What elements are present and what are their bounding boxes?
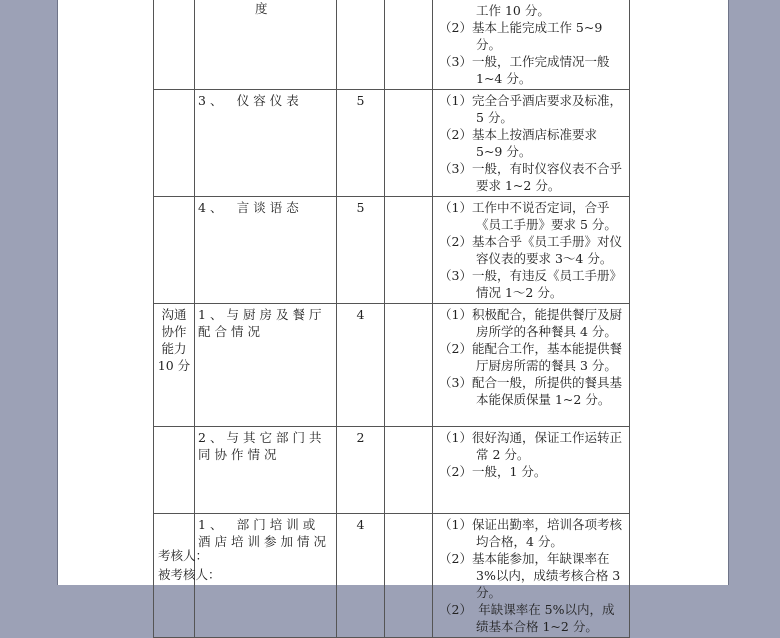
table-row	[154, 304, 630, 427]
criteria-item: （3）配合一般，所提供的餐具基本能保质保量 1~2 分。	[439, 375, 622, 407]
score-cell: 4	[337, 304, 385, 427]
actual-score-cell	[385, 427, 433, 514]
category-cell	[154, 427, 195, 514]
criteria-cell	[433, 427, 630, 514]
criteria-item: （1）积极配合，能提供餐厅及厨房所学的各种餐具 4 分。	[439, 307, 622, 339]
evaluation-table	[153, 0, 630, 638]
actual-score-cell	[385, 304, 433, 427]
criteria-item: （2）一般，1 分。	[439, 464, 547, 479]
score-cell: 5	[337, 90, 385, 197]
criteria-cell	[433, 90, 630, 197]
table-row	[154, 90, 630, 197]
score-cell	[337, 0, 385, 90]
criteria-cell	[433, 304, 630, 427]
category-cell	[154, 197, 195, 304]
criteria-item: （2）基本上能完成工作 5~9 分。	[439, 20, 603, 52]
score-cell: 2	[337, 427, 385, 514]
category-cell: 沟通协作能力10 分	[154, 304, 195, 427]
criteria-item: （2）基本合乎《员工手册》对仪容仪表的要求 3～4 分。	[439, 234, 622, 266]
category-cell	[154, 90, 195, 197]
actual-score-cell	[385, 197, 433, 304]
document-page	[57, 0, 729, 634]
category-cell	[154, 0, 195, 90]
criteria-item: （2）基本上按酒店标准要求 5~9 分。	[439, 127, 597, 159]
criteria-cell	[433, 514, 630, 638]
item-cell: 1、与厨房及餐厅配合情况	[195, 304, 337, 427]
table-row	[154, 0, 630, 90]
criteria-item: （1）工作中不说否定词，合乎《员工手册》要求 5 分。	[439, 200, 617, 232]
actual-score-cell	[385, 90, 433, 197]
criteria-item: （2） 年缺课率在 5%以内，成绩基本合格 1~2 分。	[439, 602, 615, 634]
score-cell: 4	[337, 514, 385, 638]
item-cell: 3、 仪容仪表	[195, 90, 337, 197]
table-row	[154, 514, 630, 638]
criteria-item: （1）保证出勤率，培训各项考核均合格，4 分。	[439, 517, 622, 549]
actual-score-cell	[385, 0, 433, 90]
table-row	[154, 427, 630, 514]
criteria-item: 工作 10 分。	[476, 3, 550, 18]
score-cell: 5	[337, 197, 385, 304]
item-cell: 度	[195, 0, 337, 90]
actual-score-cell	[385, 514, 433, 638]
criteria-item: （3）一般，有时仪容仪表不合乎要求 1~2 分。	[439, 161, 622, 193]
assessor-label: 考核人：	[158, 548, 209, 563]
criteria-item: （3）一般，有违反《员工手册》情况 1～2 分。	[439, 268, 622, 300]
criteria-item: （3）一般，工作完成情况一般 1~4 分。	[439, 54, 610, 86]
assessee-label: 被考核人：	[158, 567, 221, 582]
criteria-item: （1）完全合乎酒店要求及标准，5 分。	[439, 93, 622, 125]
table-row	[154, 197, 630, 304]
criteria-cell	[433, 197, 630, 304]
criteria-item: （1）很好沟通，保证工作运转正常 2 分。	[439, 430, 622, 462]
criteria-item: （2）基本能参加，年缺课率在 3%以内，成绩考核合格 3 分。	[439, 551, 621, 600]
criteria-item: （2）能配合工作，基本能提供餐厅厨房所需的餐具 3 分。	[439, 341, 622, 373]
item-cell: 2、与其它部门共同协作情况	[195, 427, 337, 514]
criteria-cell	[433, 0, 630, 90]
item-cell: 4、 言谈语态	[195, 197, 337, 304]
item-cell: 1、 部门培训或酒店培训参加情况	[195, 514, 337, 638]
